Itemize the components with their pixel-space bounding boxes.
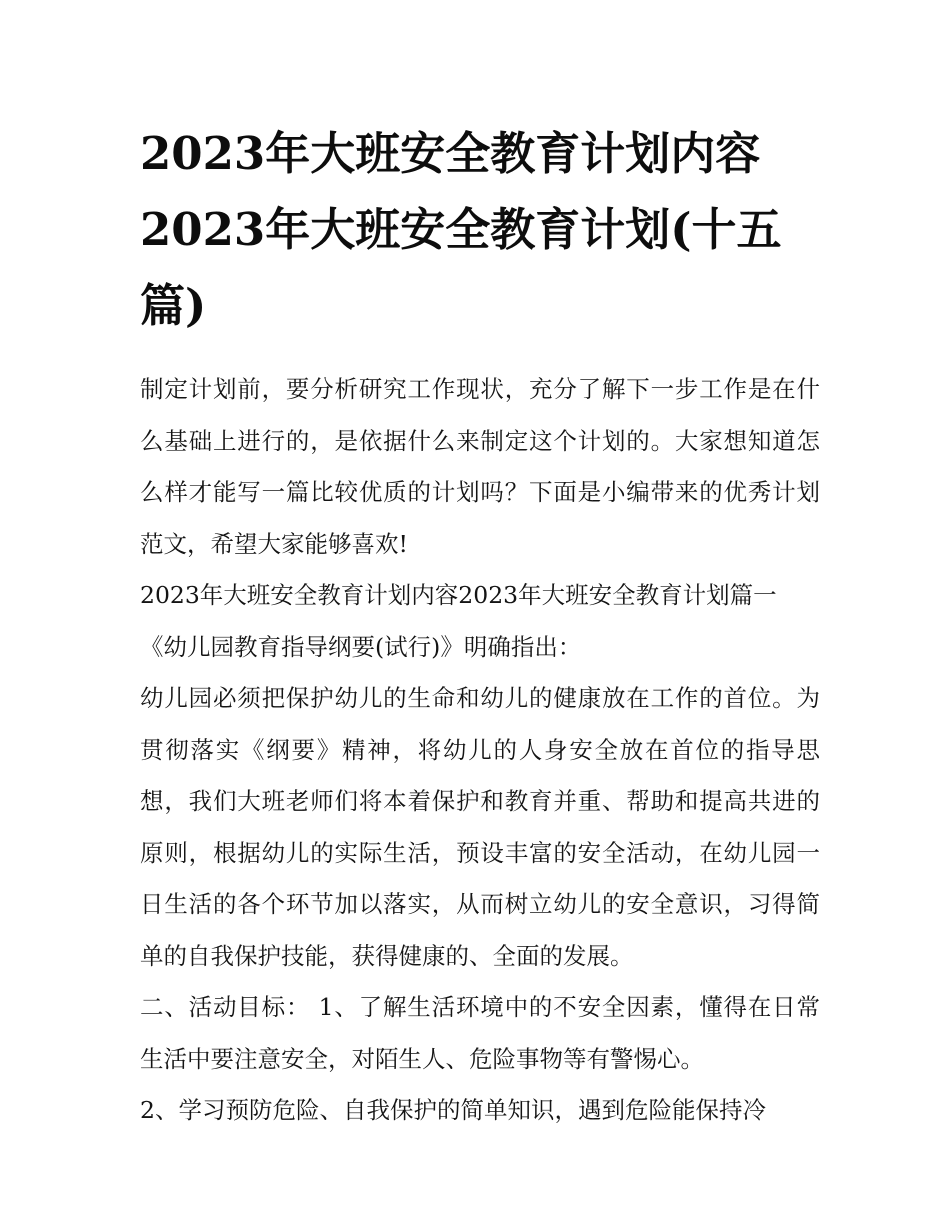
paragraph-goal-1: 二、活动目标： 1、了解生活环境中的不安全因素，懂得在日常生活中要注意安全，对陌生人、危险事物等有警惕心。 (140, 993, 820, 1073)
paragraph-intro: 制定计划前，要分析研究工作现状，充分了解下一步工作是在什么基础上进行的，是依据什么来制定这个计划的。大家想知道怎么样才能写一篇比较优质的计划吗？下面是小编带来的优秀计划范文，希望大家能够喜欢! (140, 375, 820, 558)
document-body (140, 364, 820, 1137)
paragraph-section-heading: 2023年大班安全教育计划内容2023年大班安全教育计划篇一 (140, 581, 777, 609)
document-content (140, 116, 820, 1137)
paragraph-guideline: 《幼儿园教育指导纲要(试行)》明确指出： (140, 632, 582, 661)
paragraph-principle: 幼儿园必须把保护幼儿的生命和幼儿的健康放在工作的首位。为贯彻落实《纲要》精神，将幼儿的人身安全放在首位的指导思想，我们大班老师们将本着保护和教育并重、帮助和提高共进的原则，根据幼儿的实际生活，预设丰富的安全活动，在幼儿园一日生活的各个环节加以落实，从而树立幼儿的安全意识，习得简单的自我保护技能，获得健康的、全面的发展。 (140, 684, 820, 970)
paragraph-goal-2: 2、学习预防危险、自我保护的简单知识，遇到危险能保持冷 (140, 1096, 766, 1124)
document-title: 2023年大班安全教育计划内容2023年大班安全教育计划(十五篇) (140, 127, 782, 332)
